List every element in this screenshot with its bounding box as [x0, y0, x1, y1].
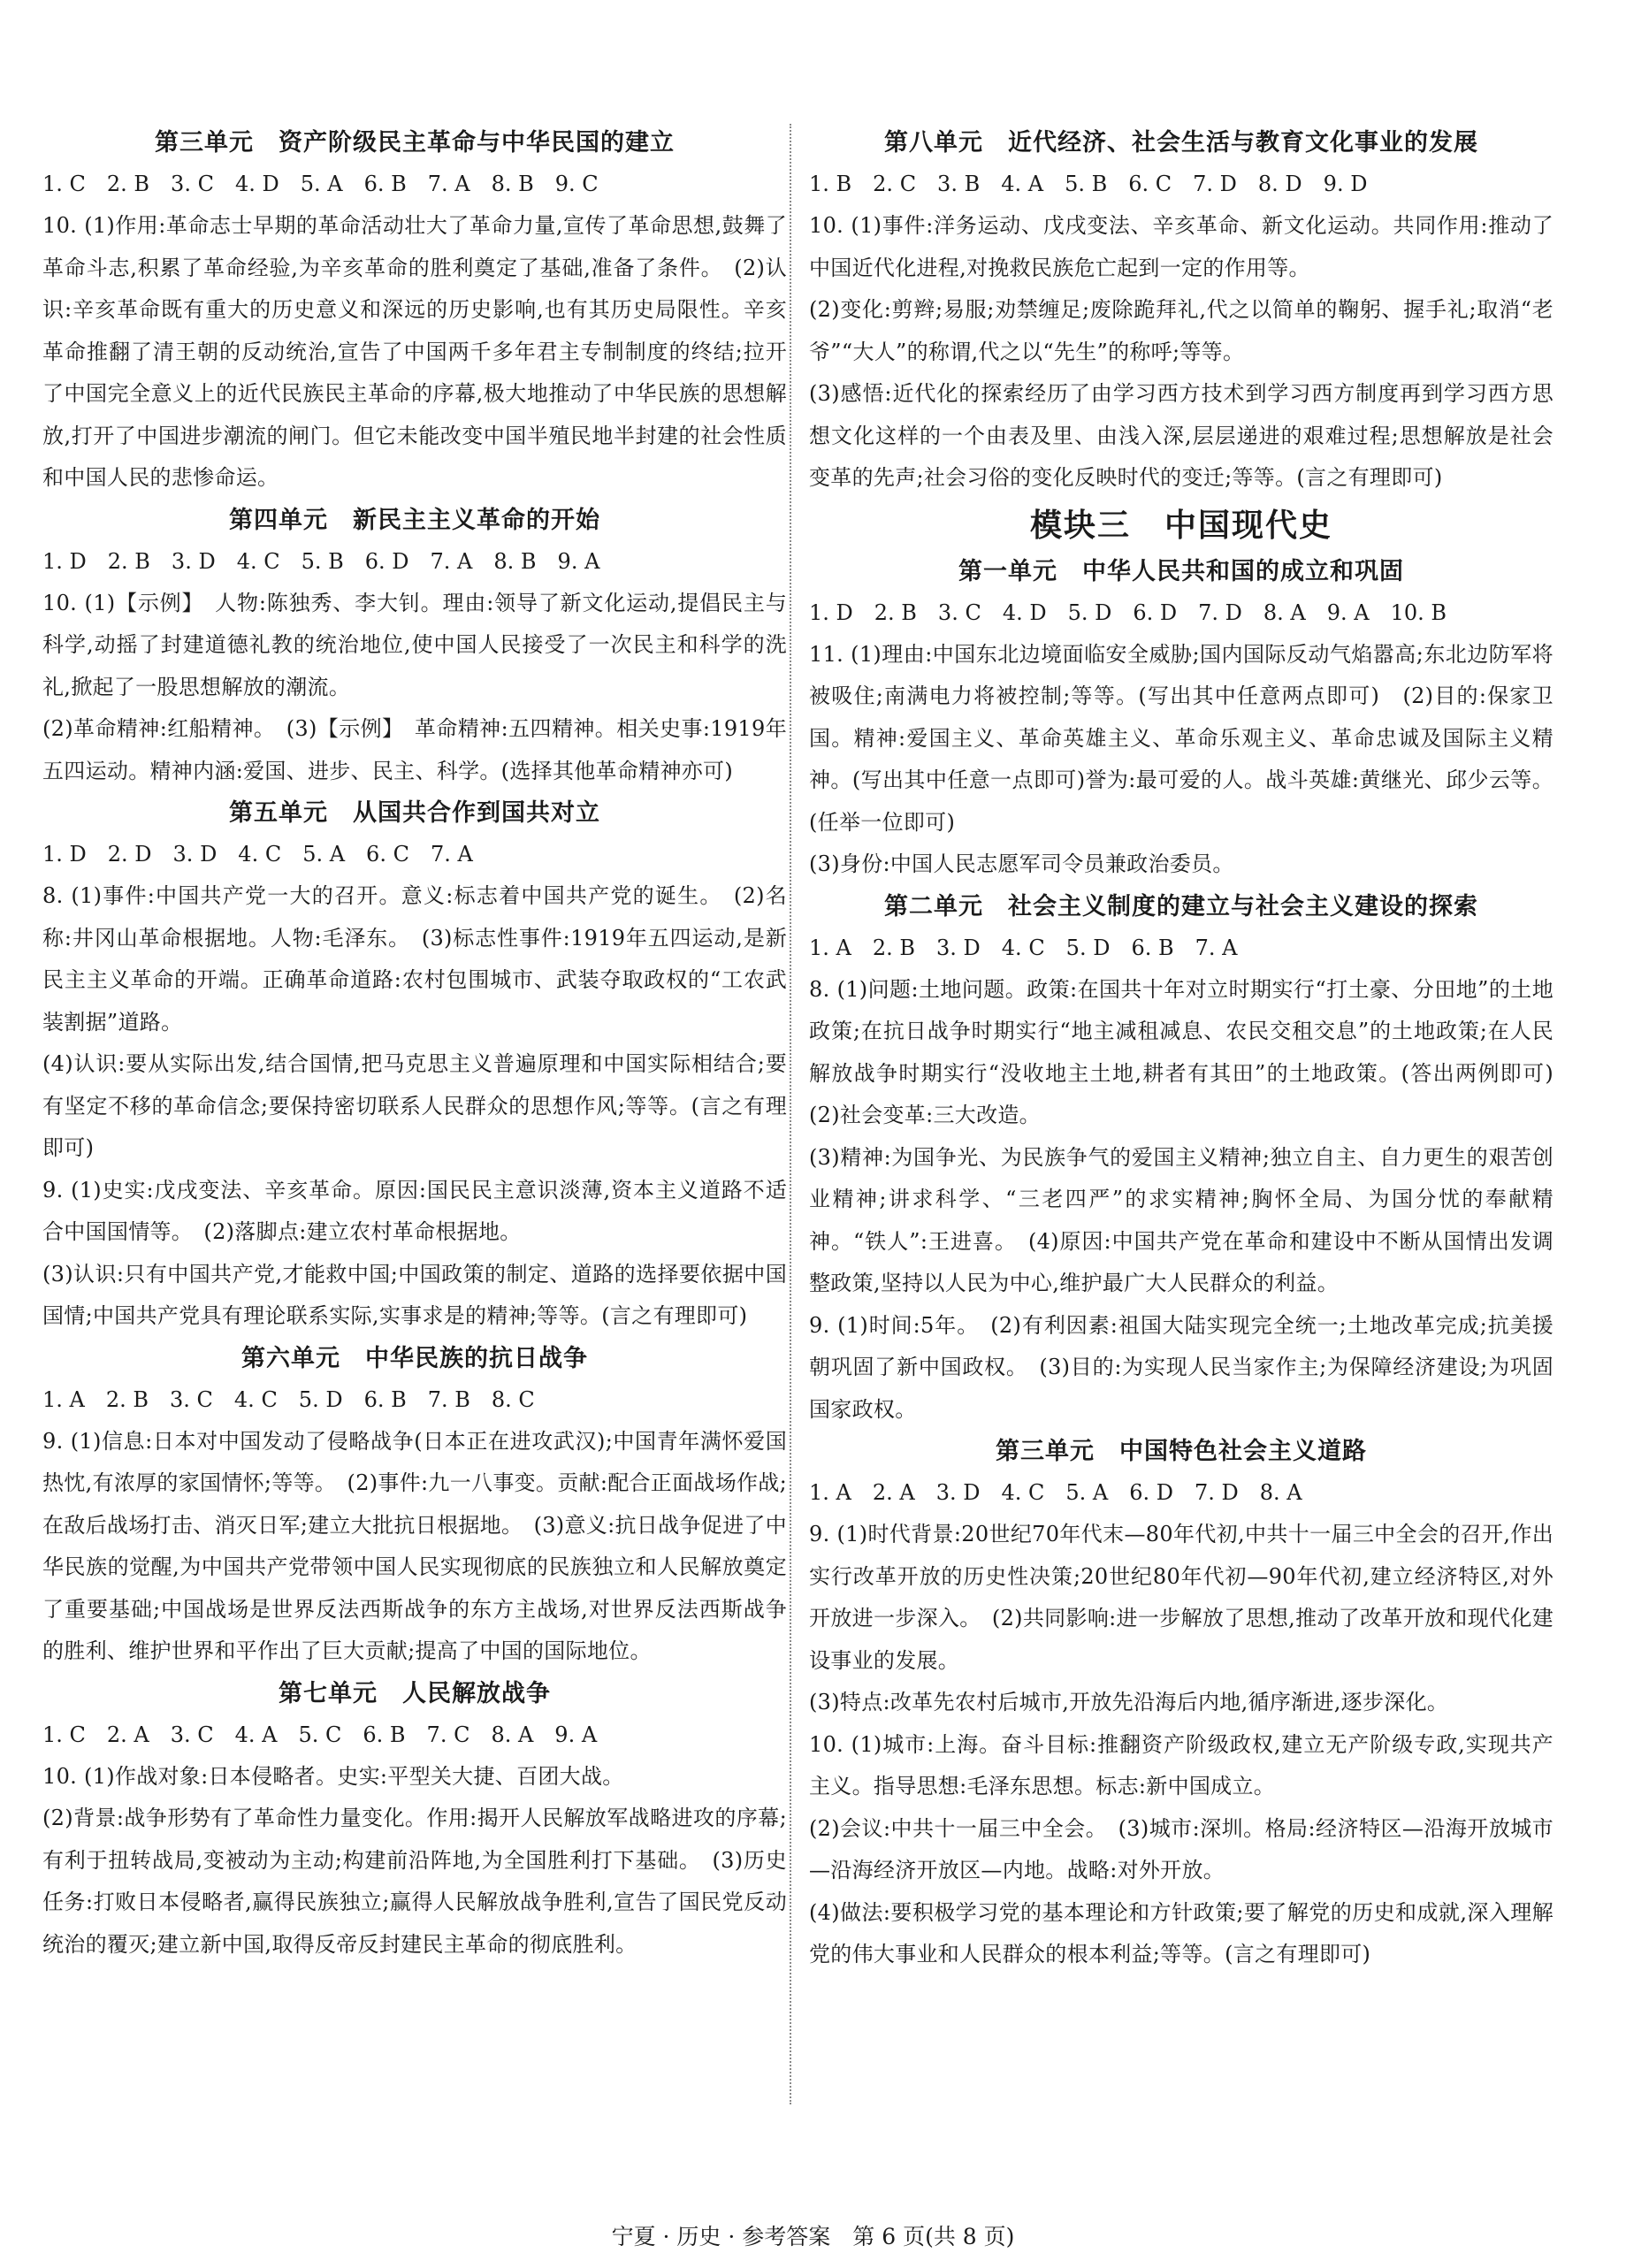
choice-answers: 1. B 2. C 3. B 4. A 5. B 6. C 7. D 8. D 9. D	[809, 172, 1368, 196]
unit-title: 第五单元 从国共合作到国共对立	[229, 799, 600, 827]
answer-paragraph: 9. (1)时代背景:20世纪70年代末—80年代初,中共十一届三中全会的召开,作出实行改革开放的历史性决策;20世纪80年代初—90年代初,建立经济特区,对外开放进一步深入。 (2)共同影响:进一步解放了思想,推动了改革开放和现代化建设事业的发展。	[809, 1522, 1553, 1673]
choice-answers: 1. A 2. B 3. D 4. C 5. D 6. B 7. A	[809, 935, 1238, 960]
answer-paragraph: 10. (1)城市:上海。奋斗目标:推翻资产阶级政权,建立无产阶级专政,实现共产主义。指导思想:毛泽东思想。标志:新中国成立。	[809, 1731, 1553, 1798]
answer-paragraph: (3)身份:中国人民志愿军司令员兼政治委员。	[809, 851, 1234, 876]
answer-paragraph: 8. (1)问题:土地问题。政策:在国共十年对立时期实行“打土豪、分田地”的土地政策;在抗日战争时期实行“地主减租减息、农民交租交息”的土地政策;在人民解放战争时期实行“没收地主土地,耕者有其田”的土地政策。(答出两例即可) (2)社会变革:三大改造。	[809, 976, 1576, 1127]
unit-title: 第七单元 人民解放战争	[279, 1679, 551, 1707]
answer-paragraph: 9. (1)信息:日本对中国发动了侵略战争(日本正在进攻武汉);中国青年满怀爱国热忱,有浓厚的家国情怀;等等。 (2)事件:九一八事变。贡献:配合正面战场作战;在敌后战场打击、消灭日军;建立大批抗日根据地。 (3)意义:抗日战争促进了中华民族的觉醒,为中国共产党带领中国人民实现彻底的民族独立和人民解放奠定了重要基础;中国战场是世界反法西斯战争的东方主战场,对世界反法西斯战争的胜利、维护世界和平作出了巨大贡献;提高了中国的国际地位。	[42, 1428, 787, 1663]
answer-paragraph: 11. (1)理由:中国东北边境面临安全威胁;国内国际反动气焰嚣高;东北边防军将被吸住;南满电力将被控制;等等。(写出其中任意两点即可) (2)目的:保家卫国。精神:爱国主义、革命英雄主义、革命乐观主义、革命忠诚及国际主义精神。(写出其中任意一点即可)誉为:最可爱的人。战斗英雄:黄继光、邱少云等。(任举一位即可)	[809, 641, 1553, 835]
choice-answers: 1. D 2. B 3. C 4. D 5. D 6. D 7. D 8. A 9. A 10. B	[809, 599, 1447, 625]
answer-paragraph: 9. (1)史实:戊戌变法、辛亥革命。原因:国民民主意识淡薄,资本主义道路不适合中国国情等。 (2)落脚点:建立农村革命根据地。	[42, 1177, 787, 1244]
choice-answers: 1. A 2. B 3. C 4. C 5. D 6. B 7. B 8. C	[42, 1386, 535, 1412]
answer-paragraph: (3)精神:为国争光、为民族争气的爱国主义精神;独立自主、自力更生的艰苦创业精神;讲求科学、“三老四严”的求实精神;胸怀全局、为国分忧的奉献精神。“铁人”:王进喜。 (4)原因:中国共产党在革命和建设中不断从国情出发调整政策,坚持以人民为中心,维护最广大人民群众的利益。	[809, 1144, 1553, 1295]
column-divider	[790, 124, 791, 2104]
unit-title: 第一单元 中华人民共和国的成立和巩固	[958, 557, 1404, 585]
answer-paragraph: 9. (1)时间:5年。 (2)有利因素:祖国大陆实现完全统一;土地改革完成;抗美援朝巩固了新中国政权。 (3)目的:为实现人民当家作主;为保障经济建设;为巩固国家政权。	[809, 1312, 1553, 1422]
answer-paragraph: 10. (1)【示例】 人物:陈独秀、李大钊。理由:领导了新文化运动,提倡民主与科学,动摇了封建道德礼教的统治地位,使中国人民接受了一次民主和科学的洗礼,掀起了一股思想解放的潮流。	[42, 590, 787, 699]
answer-paragraph: (2)背景:战争形势有了革命性力量变化。作用:揭开人民解放军战略进攻的序幕;有利于扭转战局,变被动为主动;构建前沿阵地,为全国胜利打下基础。 (3)历史任务:打败日本侵略者,赢得民族独立;赢得人民解放战争胜利,宣告了国民党反动统治的覆灭;建立新中国,取得反帝反封建民主革命的彻底胜利。	[42, 1806, 787, 1957]
choice-answers: 1. A 2. A 3. D 4. C 5. A 6. D 7. D 8. A	[809, 1480, 1302, 1505]
choice-answers: 1. D 2. B 3. D 4. C 5. B 6. D 7. A 8. B 9. A	[42, 548, 600, 574]
page-footer: 宁夏 · 历史 · 参考答案 第 6 页(共 8 页)	[611, 2224, 1015, 2249]
answer-paragraph: (3)认识:只有中国共产党,才能救中国;中国政策的制定、道路的选择要依据中国国情;中国共产党具有理论联系实际,实事求是的精神;等等。(言之有理即可)	[42, 1261, 787, 1328]
answer-paragraph: (2)变化:剪辫;易服;劝禁缠足;废除跪拜礼,代之以简单的鞠躬、握手礼;取消“老爷”“大人”的称谓,代之以“先生”的称呼;等等。	[809, 297, 1553, 364]
choice-answers: 1. D 2. D 3. D 4. C 5. A 6. C 7. A	[42, 842, 473, 867]
left-column	[42, 122, 787, 1966]
unit-title: 第二单元 社会主义制度的建立与社会主义建设的探索	[884, 892, 1478, 920]
answer-paragraph: (4)做法:要积极学习党的基本理论和方针政策;要了解党的历史和成就,深入理解党的伟大事业和人民群众的根本利益;等等。(言之有理即可)	[809, 1899, 1553, 1966]
answer-paragraph: (2)革命精神:红船精神。 (3)【示例】 革命精神:五四精神。相关史事:1919年五四运动。精神内涵:爱国、进步、民主、科学。(选择其他革命精神亦可)	[42, 716, 787, 783]
right-column	[809, 122, 1576, 1976]
answer-paragraph: 10. (1)作用:革命志士早期的革命活动壮大了革命力量,宣传了革命思想,鼓舞了革命斗志,积累了革命经验,为辛亥革命的胜利奠定了基础,准备了条件。 (2)认识:辛亥革命既有重大的历史意义和深远的历史影响,也有其历史局限性。辛亥革命推翻了清王朝的反动统治,宣告了中国两千多年君主专制制度的终结;拉开了中国完全意义上的近代民族民主革命的序幕,极大地推动了中华民族的思想解放,打开了中国进步潮流的闸门。但它未能改变中国半殖民地半封建的社会性质和中国人民的悲惨命运。	[42, 213, 787, 490]
answer-paragraph: 8. (1)事件:中国共产党一大的召开。意义:标志着中国共产党的诞生。 (2)名称:井冈山革命根据地。人物:毛泽东。 (3)标志性事件:1919年五四运动,是新民主主义革命的开端。正确革命道路:农村包围城市、武装夺取政权的“工农武装割据”道路。	[42, 883, 787, 1035]
choice-answers: 1. C 2. B 3. C 4. D 5. A 6. B 7. A 8. B 9. C	[42, 172, 599, 196]
unit-title: 第三单元 中国特色社会主义道路	[996, 1438, 1367, 1465]
answer-paragraph: (3)特点:改革先农村后城市,开放先沿海后内地,循序渐进,逐步深化。	[809, 1690, 1449, 1714]
answer-paragraph: (4)认识:要从实际出发,结合国情,把马克思主义普遍原理和中国实际相结合;要有坚定不移的革命信念;要保持密切联系人民群众的思想作风;等等。(言之有理即可)	[42, 1051, 787, 1160]
choice-answers: 1. C 2. A 3. C 4. A 5. C 6. B 7. C 8. A 9. A	[42, 1722, 598, 1747]
answer-paragraph: (2)会议:中共十一届三中全会。 (3)城市:深圳。格局:经济特区—沿海开放城市—沿海经济开放区—内地。战略:对外开放。	[809, 1815, 1553, 1882]
module-title: 模块三 中国现代史	[1029, 506, 1332, 544]
answer-paragraph: 10. (1)事件:洋务运动、戊戌变法、辛亥革命、新文化运动。共同作用:推动了中国近代化进程,对挽救民族危亡起到一定的作用等。	[809, 213, 1553, 280]
unit-title: 第六单元 中华民族的抗日战争	[241, 1344, 588, 1372]
answer-paragraph: (3)感悟:近代化的探索经历了由学习西方技术到学习西方制度再到学习西方思想文化这样的一个由表及里、由浅入深,层层递进的艰难过程;思想解放是社会变革的先声;社会习俗的变化反映时代的变迁;等等。(言之有理即可)	[809, 381, 1553, 490]
unit-title: 第四单元 新民主主义革命的开始	[229, 506, 600, 534]
unit-title: 第八单元 近代经济、社会生活与教育文化事业的发展	[884, 129, 1478, 157]
unit-title: 第三单元 资产阶级民主革命与中华民国的建立	[155, 129, 675, 157]
answer-paragraph: 10. (1)作战对象:日本侵略者。史实:平型关大捷、百团大战。	[42, 1763, 624, 1789]
